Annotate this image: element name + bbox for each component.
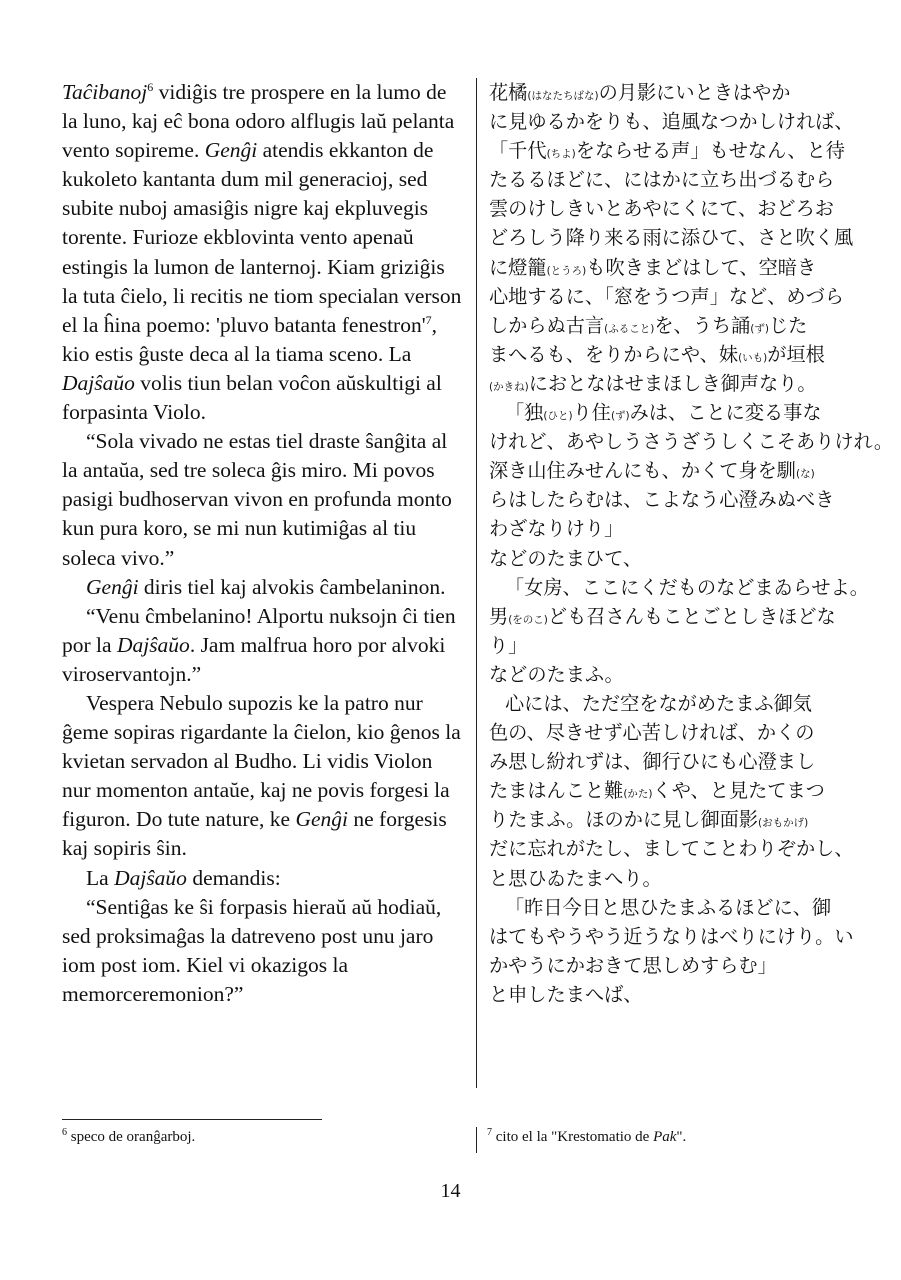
- ruby-reading: (ず): [750, 322, 769, 335]
- name-dajshauo: Dajŝaŭo: [62, 370, 135, 395]
- text-line: かやうにかおきて思しめすらむ」: [489, 953, 777, 977]
- footnote-6: $^6$ speco de oranĝarboj.: [62, 1127, 196, 1145]
- text-line: 男(をのこ)ども召さんもことごとしきほどな: [489, 604, 836, 628]
- text-line: り」: [489, 633, 528, 657]
- text-line: 「千代(ちよ)をならせる声」もせなん、と待: [489, 139, 845, 163]
- text-line: しからぬ古言(ふること)を、うち誦(ず)じた: [489, 313, 808, 337]
- paragraph: Taĉibanoj$^6$ vidiĝis tre prospere en la lumo de la luno, kaj eĉ bona odoro alflugis laŭ pelanta vento sopireme. Genĝi atendis ekkanton de kukoleto kantanta dum mil generacioj, sed subite nuboj amasiĝis nigre kaj ekpluvegis torente. Furioze ekblovinta vento apenaŭ estingis la lumon de lanternoj. Kiam griziĝis la tuta ĉielo, li recitis ne tiom specialan verson el la ĥina poemo: 'pluvo batanta $fenestron'^7$, kio estis ĝuste deca al la tiama sceno. La Dajŝaŭo volis tiun belan voĉon aŭskultigi al forpasinta Violo.: [62, 79, 462, 425]
- text-line: と申したまへば、: [489, 982, 643, 1006]
- paragraph: “Sentiĝas ke ŝi forpasis hieraŭ aŭ hodiaŭ, sed proksimaĝas la datreveno post unu jaro iom post iom. Kiel vi okazigos la memorceremonion?”: [62, 894, 442, 1006]
- text-line: 雲のけしきいとあやにくにて、おどろお: [489, 197, 834, 221]
- text-line: わざなりけり」: [489, 517, 624, 541]
- text-line: たまはんこと難(かた)くや、と見たてまつ: [489, 779, 825, 803]
- text-line: りたまふ。ほのかに見し御面影(おもかげ): [489, 808, 809, 832]
- ruby-reading: (ちよ): [546, 148, 576, 161]
- footnote-ref-7: 7: [425, 312, 432, 327]
- paragraph: La Dajŝaŭo demandis:: [86, 865, 281, 890]
- footnote-ref-6: 6: [147, 79, 154, 94]
- footnote-divider: [476, 1127, 477, 1153]
- ruby-reading: (をのこ): [508, 613, 548, 626]
- paragraph: Vespera Nebulo supozis ke la patro nur ĝeme sopiras rigardante la ĉielon, kio ĝenos la kvietan servadon al Budho. Li vidis Violon nur momenton antaŭe, kaj ne povis forgesi la figuron. Do tute nature, ke Genĝi ne forgesis kaj sopiris ŝin.: [62, 690, 461, 861]
- text-line: などのたまふ。: [489, 662, 624, 686]
- text-line: 深き山住みせんにも、かくて身を馴(な): [489, 459, 815, 483]
- ruby-reading: (な): [796, 468, 815, 481]
- ruby-reading: (ず): [610, 410, 630, 423]
- text-line: たるるほどに、にはかに立ち出づるむら: [489, 168, 835, 192]
- text-line: けれど、あやしうさうざうしくこそありけれ。: [489, 430, 894, 454]
- ruby-reading: (かきね): [489, 380, 529, 393]
- text-line: まへるも、をりからにや、妹(いも)が垣根: [489, 342, 825, 366]
- left-text-column: [62, 78, 464, 1009]
- column-divider: [476, 78, 477, 1088]
- ruby-reading: (はなたちばな): [527, 90, 599, 102]
- footnote-rule: [62, 1119, 322, 1120]
- paragraph: “Venu ĉmbelanino! Alportu nuksojn ĉi tien por la Dajŝaŭo. Jam malfrua horo por alvoki viroservantojn.”: [62, 603, 456, 686]
- text-line: だに忘れがたし、ましてことわりぞかし、: [489, 837, 854, 861]
- text-line: み思し紛れずは、御行ひにも心澄まし: [489, 750, 816, 774]
- text-line: と思ひゐたまへり。: [489, 866, 662, 890]
- ruby-reading: (いも): [738, 351, 768, 364]
- ruby-reading: (ひと): [543, 410, 573, 423]
- name-genghi: Genĝi: [204, 138, 258, 163]
- paragraph: “Sola vivado ne estas tiel draste ŝanĝita al la antaŭa, sed tre soleca ĝis miro. Mi povos pasigi budhoservan vivon en profunda monto kun pura koro, se mi nun kutimiĝas al tiu soleca vivo.”: [62, 429, 452, 570]
- text-line: どろしう降り来る雨に添ひて、さと吹く風: [489, 226, 854, 250]
- text-line: 心には、ただ空をながめたまふ御気: [505, 691, 812, 715]
- name-tacibanoj: Taĉibanoj: [62, 80, 148, 104]
- paragraph: Genĝi diris tiel kaj alvokis ĉambelaninon.: [86, 574, 446, 599]
- ruby-reading: (おもかげ): [758, 817, 809, 830]
- text-line: に見ゆるかをりも、追風なつかしければ、: [489, 110, 854, 134]
- ruby-reading: (ふること): [604, 322, 655, 335]
- ruby-reading: (かた): [623, 788, 653, 801]
- ruby-reading: (とうろ): [546, 264, 587, 277]
- text-line: に燈籠(とうろ)も吹きまどはして、空暗き: [489, 255, 817, 279]
- right-text-column: [489, 78, 894, 1009]
- footnote-7: $^7$ cito el la "Krestomatio de Pak".: [487, 1127, 687, 1145]
- text-line: らはしたらむは、こよなう心澄みぬべき: [489, 488, 835, 512]
- text-line: 「独(ひと)り住(ず)みは、ことに変る事な: [505, 401, 822, 425]
- text-line: などのたまひて、: [489, 546, 643, 570]
- text-line: 色の、尽きせず心苦しければ、かくの: [489, 721, 815, 745]
- text-line: 「昨日今日と思ひたまふるほどに、御: [505, 895, 832, 919]
- text-line: (かきね)におとなはせまほしき御声なり。: [489, 371, 817, 395]
- text-line: 心地するに、「窓をうつ声」など、めづら: [489, 284, 844, 308]
- text-line: はてもやうやう近うなりはべりにけり。い: [489, 924, 854, 948]
- text-line: 「女房、ここにくだものなどまゐらせよ。: [505, 575, 869, 599]
- page-number: 14: [440, 1180, 461, 1202]
- text-line: 花橘(はなたちばな)の月影にいときはやか: [489, 81, 791, 104]
